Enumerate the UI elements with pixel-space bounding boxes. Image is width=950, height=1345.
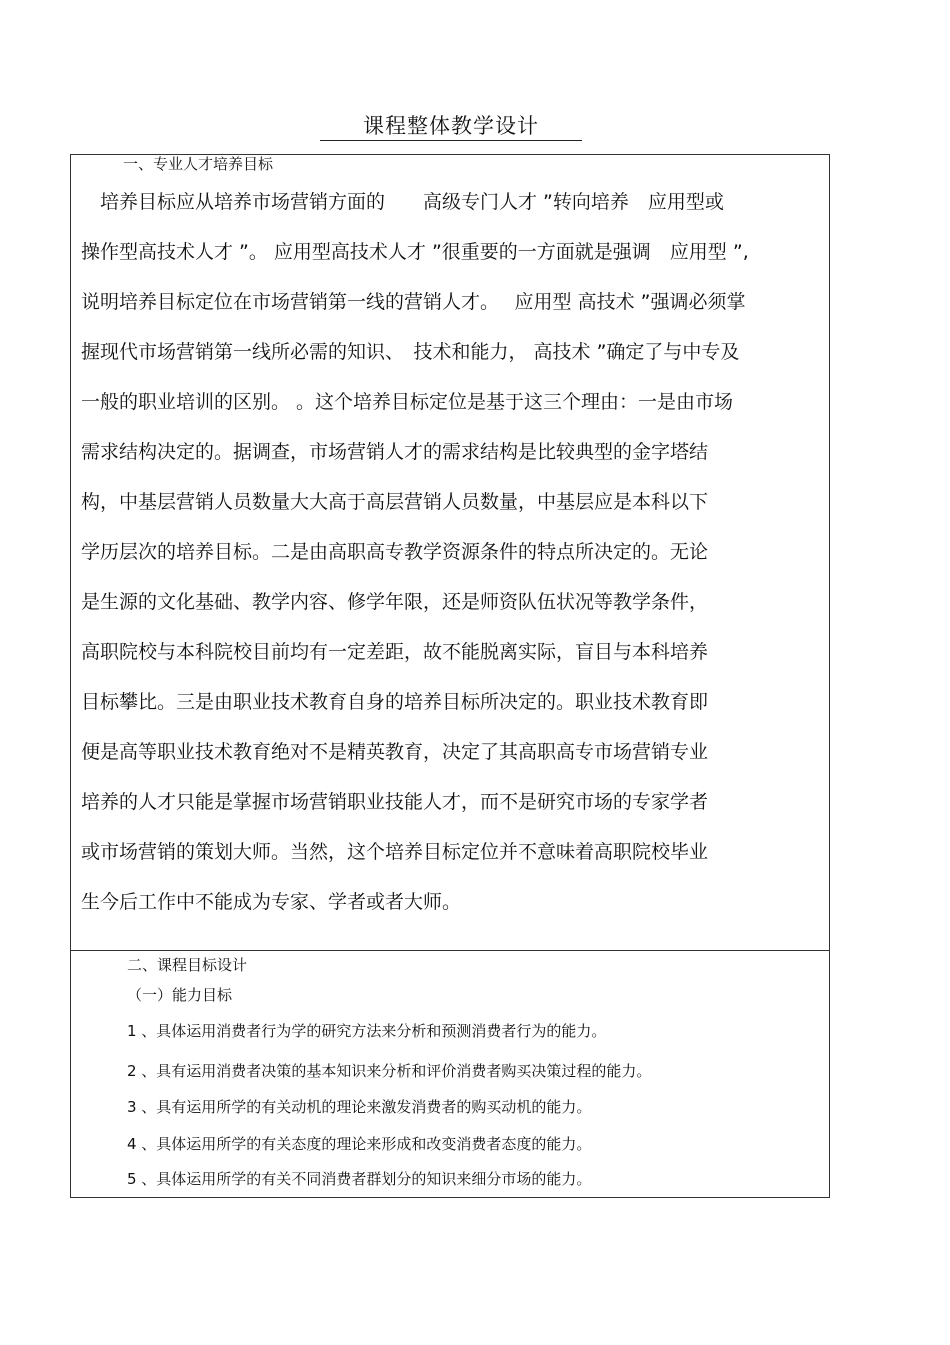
subheading-ability-goal: （一）能力目标 [127, 986, 233, 1004]
paragraph-line: 生今后工作中不能成为专家、学者或者大师。 [81, 891, 462, 913]
paragraph-line: 或市场营销的策划大师。当然，这个培养目标定位并不意味着高职院校毕业 [81, 841, 709, 863]
ability-goal-item: 1 、具体运用消费者行为学的研究方法来分析和预测消费者行为的能力。 [127, 1022, 607, 1040]
paragraph-line: 目标攀比。三是由职业技术教育自身的培养目标所决定的。职业技术教育即 [81, 691, 709, 713]
paragraph-line: 一般的职业培训的区别。 。这个培养目标定位是基于这三个理由：一是由市场 [81, 391, 734, 413]
paragraph-line: 高职院校与本科院校目前均有一定差距，故不能脱离实际，盲目与本科培养 [81, 641, 709, 663]
talent-goal-cell [71, 155, 829, 951]
ability-goal-item: 4 、具体运用所学的有关态度的理论来形成和改变消费者态度的能力。 [127, 1135, 592, 1153]
document-title: 课程整体教学设计 [320, 112, 582, 141]
course-design-table [70, 154, 830, 1198]
paragraph-line: 是生源的文化基础、教学内容、修学年限，还是师资队伍状况等教学条件， [81, 591, 709, 613]
ability-goal-item: 3 、具有运用所学的有关动机的理论来激发消费者的购买动机的能力。 [127, 1098, 592, 1116]
paragraph-line: 构，中基层营销人员数量大大高于高层营销人员数量，中基层应是本科以下 [81, 491, 709, 513]
paragraph-line: 说明培养目标定位在市场营销第一线的营销人才。 应用型 高技术 ”强调必须掌 [81, 291, 746, 313]
paragraph-line: 操作型高技术人才 ”。 应用型高技术人才 ”很重要的一方面就是强调 应用型 ”, [81, 241, 749, 263]
ability-goal-item: 2 、具有运用消费者决策的基本知识来分析和评价消费者购买决策过程的能力。 [127, 1062, 652, 1080]
section-heading-talent-goal: 一、专业人才培养目标 [123, 155, 274, 173]
course-goal-cell [71, 951, 829, 1197]
paragraph-line: 培养的人才只能是掌握市场营销职业技能人才，而不是研究市场的专家学者 [81, 791, 709, 813]
paragraph-line: 便是高等职业技术教育绝对不是精英教育，决定了其高职高专市场营销专业 [81, 741, 709, 763]
section-heading-course-goal: 二、课程目标设计 [127, 956, 248, 974]
paragraph-line: 培养目标应从培养市场营销方面的 高级专门人才 ”转向培养 应用型或 [81, 191, 724, 213]
paragraph-line: 需求结构决定的。据调查，市场营销人才的需求结构是比较典型的金字塔结 [81, 441, 709, 463]
paragraph-line: 握现代市场营销第一线所必需的知识、 技术和能力， 高技术 ”确定了与中专及 [81, 341, 740, 363]
ability-goal-item: 5 、具体运用所学的有关不同消费者群划分的知识来细分市场的能力。 [127, 1170, 592, 1188]
paragraph-line: 学历层次的培养目标。二是由高职高专教学资源条件的特点所决定的。无论 [81, 541, 709, 563]
